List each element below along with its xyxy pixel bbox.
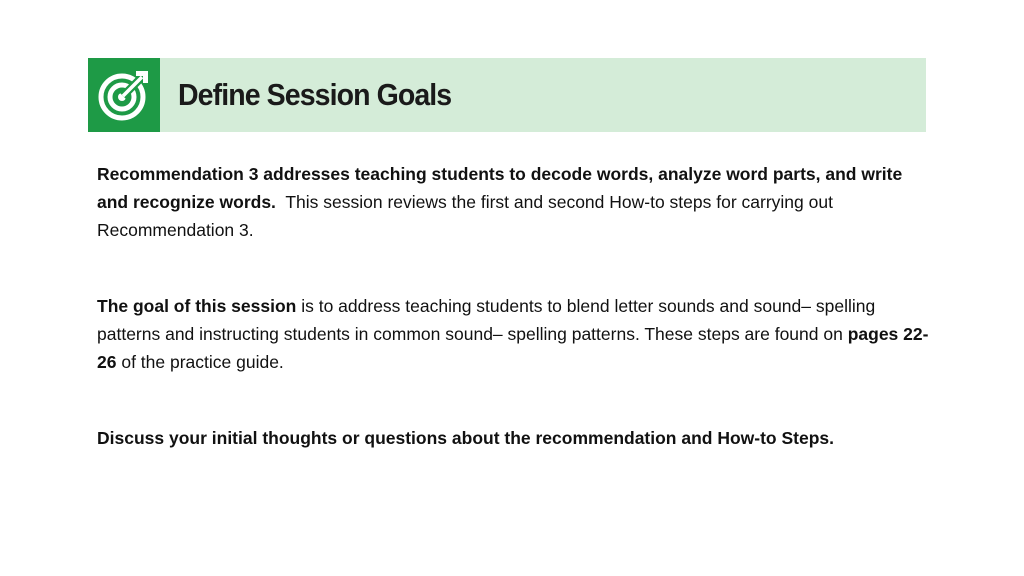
paragraph-text: of the practice guide. — [116, 352, 284, 372]
paragraph-text: This session reviews the first and second How-to steps for carrying out Recommendation 3. — [97, 192, 833, 240]
pages-reference: pages 22-26 — [97, 324, 929, 372]
icon-tile — [88, 58, 160, 132]
paragraph-bold: The goal of this session — [97, 296, 297, 316]
content — [97, 160, 937, 452]
paragraph-bold: Discuss your initial thoughts or questions about the recommendation and How-to Steps. — [97, 428, 834, 448]
paragraph-discuss — [97, 424, 937, 452]
page-title: Define Session Goals — [178, 77, 452, 112]
paragraph-goal — [97, 292, 937, 376]
paragraph-text: is to address teaching students to blend letter sounds and sound– spelling patterns and instructing students in common sound– spelling patterns. These steps are found on — [97, 296, 876, 344]
header-banner — [88, 58, 926, 132]
paragraph-recommendation — [97, 160, 937, 244]
paragraph-bold: Recommendation 3 addresses teaching students to decode words, analyze word parts, and write and recognize words. — [97, 164, 903, 212]
target-arrow-icon — [96, 67, 152, 123]
